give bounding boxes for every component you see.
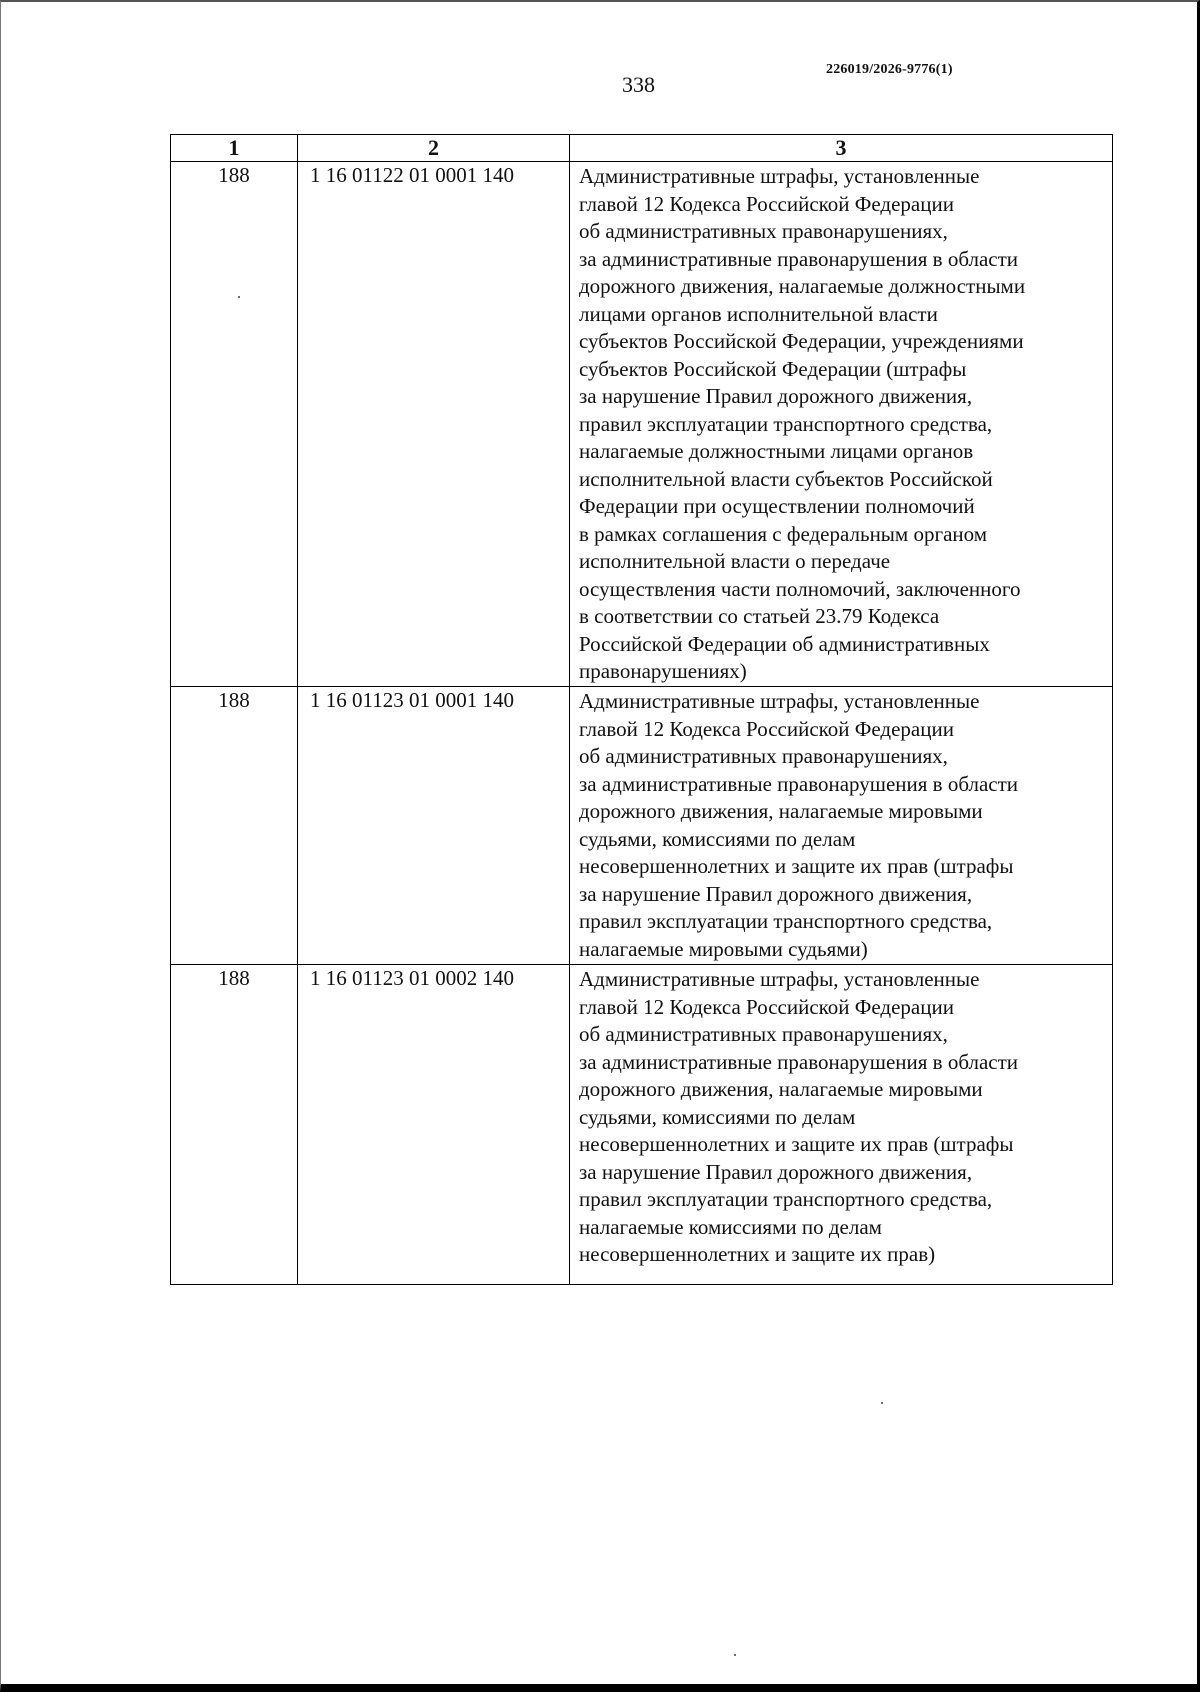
- description-line: за административные правонарушения в области: [579, 246, 1019, 271]
- income-codes-table: [170, 134, 1113, 1285]
- description-line: главой 12 Кодекса Российской Федерации: [579, 716, 954, 741]
- description-line: за административные правонарушения в области: [579, 771, 1019, 796]
- description-line: лицами органов исполнительной власти: [579, 301, 938, 326]
- table-row: [171, 687, 1113, 965]
- description-line: несовершеннолетних и защите их прав): [579, 1242, 936, 1266]
- description-line: за административные правонарушения в области: [579, 1049, 1019, 1074]
- description-line: за нарушение Правил дорожного движения,: [579, 384, 973, 408]
- table-row: [171, 162, 1113, 687]
- description-line: за нарушение Правил дорожного движения,: [579, 1159, 973, 1184]
- scan-speck: [881, 1402, 883, 1404]
- table-body: [171, 162, 1113, 1285]
- description-cell: [570, 965, 1113, 1285]
- column-header-2: 2: [298, 135, 570, 162]
- description-line: правил эксплуатации транспортного средства,: [579, 1187, 993, 1211]
- description-line: Российской Федерации об административных: [579, 631, 990, 656]
- description-line: субъектов Российской Федерации (штрафы: [579, 356, 967, 381]
- description-line: судьями, комиссиями по делам: [579, 826, 856, 851]
- page-number: 338: [622, 72, 655, 97]
- description-cell: [570, 162, 1113, 687]
- admin-code-cell: 188: [171, 162, 298, 687]
- description-line: несовершеннолетних и защите их прав (штрафы: [579, 1132, 1014, 1156]
- description-line: главой 12 Кодекса Российской Федерации: [579, 191, 954, 216]
- description-line: дорожного движения, налагаемые мировыми: [579, 1077, 983, 1101]
- description-line: в рамках соглашения с федеральным органом: [579, 521, 988, 546]
- description-line: об административных правонарушениях,: [579, 1022, 948, 1046]
- description-line: дорожного движения, налагаемые мировыми: [579, 799, 983, 823]
- admin-code-cell: 188: [171, 687, 298, 965]
- description-line: Административные штрафы, установленные: [579, 689, 980, 713]
- description-line: налагаемые мировыми судьями): [579, 936, 868, 961]
- table-header-row: [171, 135, 1113, 162]
- income-code-cell: 1 16 01123 01 0002 140: [298, 965, 570, 1285]
- description-line: налагаемые комиссиями по делам: [579, 1214, 882, 1239]
- description-line: за нарушение Правил дорожного движения,: [579, 881, 973, 906]
- description-line: правил эксплуатации транспортного средства,: [579, 909, 993, 933]
- admin-code-cell: 188: [171, 965, 298, 1285]
- description-cell: [570, 687, 1113, 965]
- description-line: налагаемые должностными лицами органов: [579, 439, 974, 463]
- description-line: главой 12 Кодекса Российской Федерации: [579, 994, 954, 1019]
- scan-speck: [734, 1654, 736, 1656]
- description-line: Федерации при осуществлении полномочий: [579, 494, 975, 518]
- document-registration-number: 226019/2026-9776(1): [826, 62, 953, 77]
- description-line: субъектов Российской Федерации, учреждениями: [579, 329, 1024, 353]
- description-line: несовершеннолетних и защите их прав (штрафы: [579, 854, 1014, 878]
- description-line: в соответствии со статьей 23.79 Кодекса: [579, 604, 940, 628]
- description-line: дорожного движения, налагаемые должностными: [579, 274, 1026, 298]
- description-line: исполнительной власти о передаче: [579, 549, 891, 573]
- description-line: исполнительной власти субъектов Российской: [579, 466, 993, 491]
- description-line: правонарушениях): [579, 659, 747, 683]
- income-code-cell: 1 16 01123 01 0001 140: [298, 687, 570, 965]
- table-row: [171, 965, 1113, 1285]
- column-header-1: 1: [171, 135, 298, 162]
- description-line: об административных правонарушениях,: [579, 744, 948, 768]
- description-line: правил эксплуатации транспортного средства,: [579, 411, 993, 436]
- income-code-cell: 1 16 01122 01 0001 140: [298, 162, 570, 687]
- scan-speck: [238, 296, 240, 298]
- column-header-3: 3: [570, 135, 1113, 162]
- description-line: осуществления части полномочий, заключенного: [579, 576, 1021, 601]
- description-line: судьями, комиссиями по делам: [579, 1104, 856, 1129]
- description-line: Административные штрафы, установленные: [579, 967, 980, 991]
- description-line: Административные штрафы, установленные: [579, 164, 980, 188]
- description-line: об административных правонарушениях,: [579, 219, 948, 243]
